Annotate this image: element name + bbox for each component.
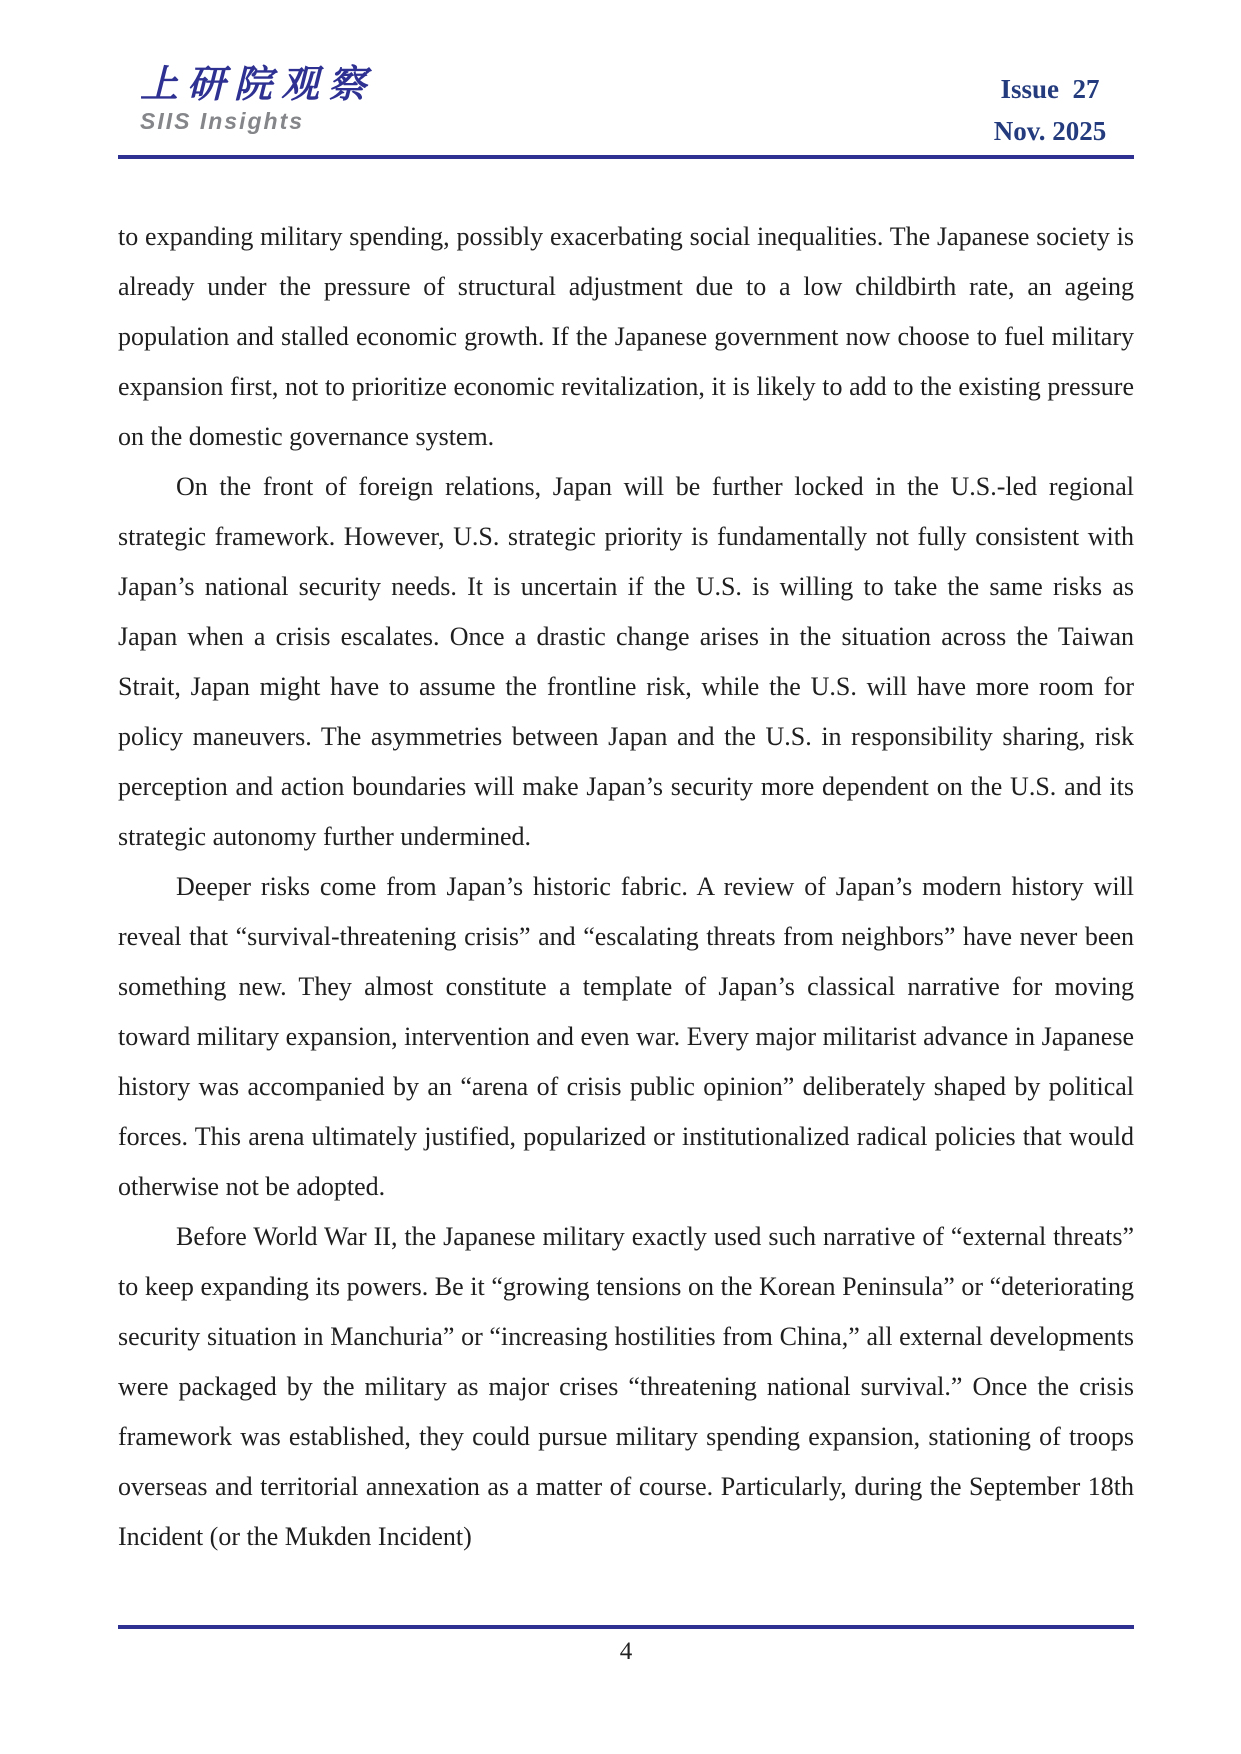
body-paragraph: Deeper risks come from Japan’s historic fabric. A review of Japan’s modern history will reveal that “survival-threatening crisis” and “escalating threats from neighbors” have never been something new. They almost constitute a template of Japan’s classical narrative for moving toward military expansion, intervention and even war. Every major militarist advance in Japanese history was accompanied by an “arena of crisis public opinion” deliberately shaped by political forces. This arena ultimately justified, popularized or institutionalized radical policies that would otherwise not be adopted. <box>118 872 1134 1201</box>
body-paragraph: to expanding military spending, possibly exacerbating social inequalities. The Japanese society is already under the pressure of structural adjustment due to a low childbirth rate, an ageing population and stalled economic growth. If the Japanese government now choose to fuel military expansion first, not to prioritize economic revitalization, it is likely to add to the existing pressure on the domestic governance system. <box>118 222 1134 451</box>
logo-english-text: SIIS Insights <box>140 108 305 134</box>
page-number: 4 <box>619 1638 633 1665</box>
siis-logo <box>140 62 375 134</box>
issue-number: Issue 27 <box>1000 74 1100 104</box>
article-body <box>118 212 1134 1562</box>
body-paragraph: On the front of foreign relations, Japan will be further locked in the U.S.-led regional strategic framework. However, U.S. strategic priority is fundamentally not fully consistent with Japan’s national security needs. It is uncertain if the U.S. is willing to take the same risks as Japan when a crisis escalates. Once a drastic change arises in the situation across the Taiwan Strait, Japan might have to assume the frontline risk, while the U.S. will have more room for policy maneuvers. The asymmetries between Japan and the U.S. in responsibility sharing, risk perception and action boundaries will make Japan’s security more dependent on the U.S. and its strategic autonomy further undermined. <box>118 472 1134 851</box>
issue-info <box>960 68 1140 152</box>
footer-divider-rule <box>118 1625 1134 1629</box>
header-divider-rule <box>118 155 1134 159</box>
body-paragraph: Before World War II, the Japanese military exactly used such narrative of “external threats” to keep expanding its powers. Be it “growing tensions on the Korean Peninsula” or “deteriorating security situation in Manchuria” or “increasing hostilities from China,” all external developments were packaged by the military as major crises “threatening national survival.” Once the crisis framework was established, they could pursue military spending expansion, stationing of troops overseas and territorial annexation as a matter of course. Particularly, during the September 18th Incident (or the Mukden Incident) <box>118 1222 1134 1551</box>
logo-chinese-text: 上研院观察 <box>140 62 376 106</box>
issue-date: Nov. 2025 <box>993 116 1107 146</box>
